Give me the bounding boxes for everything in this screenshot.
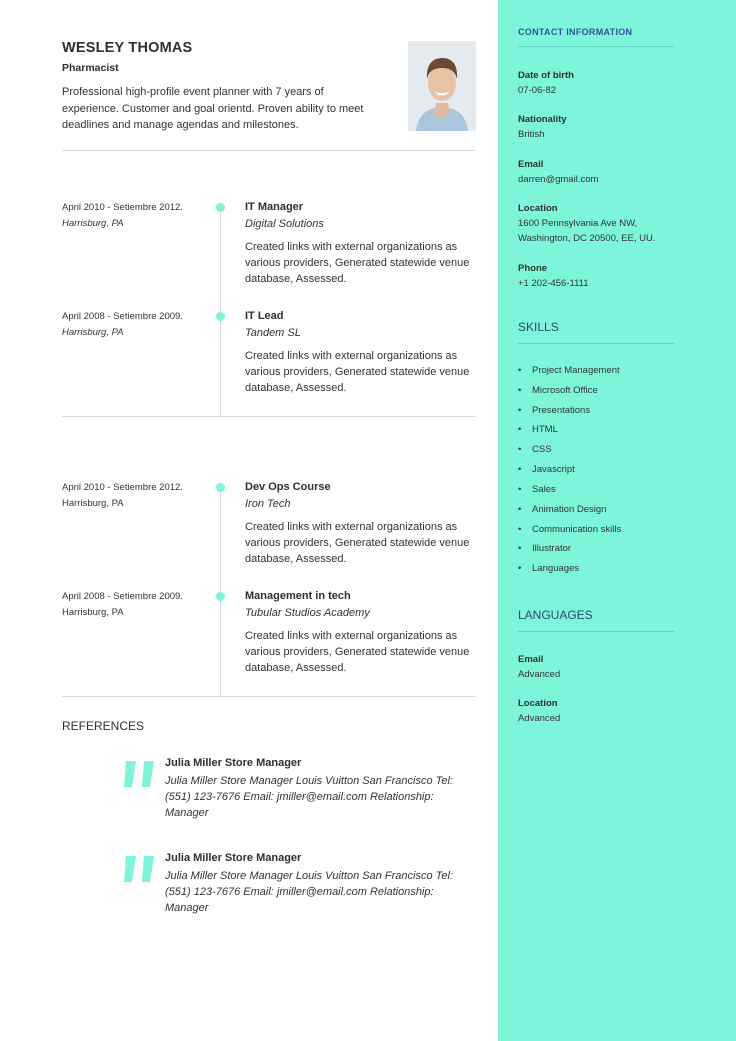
- entry-title: IT Lead: [245, 310, 284, 322]
- divider: [518, 46, 674, 47]
- skill-item: [518, 444, 552, 455]
- candidate-name: WESLEY THOMAS: [62, 40, 193, 56]
- contact-value-location: 1600 Pennsylvania Ave NW, Washington, DC 20500, EE, UU.: [518, 218, 656, 244]
- language-label: Email: [518, 654, 544, 665]
- reference-details: Julia Miller Store Manager Louis Vuitton San Francisco Tel: (551) 123-7676 Email: jmiller@email.com Relationship: Manager: [165, 775, 453, 819]
- bullet-icon: •: [518, 484, 522, 495]
- contact-heading: CONTACT INFORMATION: [518, 27, 633, 37]
- timeline-dot-icon: [216, 203, 225, 212]
- entry-date: April 2008 - Setiembre 2009.: [62, 311, 183, 322]
- bullet-icon: •: [518, 424, 522, 435]
- skill-item: [518, 504, 606, 515]
- entry-description: Created links with external organizations as various providers, Generated statewide venue database, Assessed.: [245, 350, 470, 394]
- entry-title: Management in tech: [245, 590, 351, 602]
- entry-organization: Iron Tech: [245, 498, 291, 510]
- languages-heading: LANGUAGES: [518, 608, 593, 622]
- timeline-dot-icon: [216, 592, 225, 601]
- bullet-icon: •: [518, 444, 522, 455]
- entry-location: Harrisburg, PA: [62, 498, 124, 509]
- profile-photo: [408, 41, 476, 131]
- contact-value-nationality: British: [518, 129, 545, 140]
- entry-location: Harrisburg, PA: [62, 607, 124, 618]
- contact-label-location: Location: [518, 203, 558, 214]
- skill-label: CSS: [532, 444, 552, 455]
- skill-label: Sales: [532, 484, 556, 495]
- entry-description: Created links with external organizations as various providers, Generated statewide venue database, Assessed.: [245, 521, 470, 565]
- entry-date: April 2008 - Setiembre 2009.: [62, 591, 183, 602]
- skill-label: Javascript: [532, 464, 575, 475]
- skill-label: Microsoft Office: [532, 385, 598, 396]
- contact-label-email: Email: [518, 159, 544, 170]
- bullet-icon: •: [518, 385, 522, 396]
- candidate-title: Pharmacist: [62, 62, 119, 74]
- entry-organization: Tandem SL: [245, 327, 301, 339]
- skill-item: [518, 385, 598, 396]
- bullet-icon: •: [518, 543, 522, 554]
- entry-location: Harrisburg, PA: [62, 218, 124, 229]
- divider: [62, 150, 476, 151]
- language-level: Advanced: [518, 713, 561, 724]
- skill-label: Animation Design: [532, 504, 607, 515]
- contact-value-email: darren@gmail.com: [518, 174, 599, 185]
- contact-label-phone: Phone: [518, 263, 548, 274]
- entry-organization: Digital Solutions: [245, 218, 324, 230]
- divider: [62, 416, 476, 417]
- entry-description: Created links with external organizations as various providers, Generated statewide venue database, Assessed.: [245, 630, 470, 674]
- skill-label: Project Management: [532, 365, 620, 376]
- language-label: Location: [518, 698, 558, 709]
- bullet-icon: •: [518, 563, 522, 574]
- timeline-dot-icon: [216, 483, 225, 492]
- skill-item: [518, 484, 556, 495]
- skill-label: Communication skills: [532, 524, 622, 535]
- skill-item: [518, 464, 575, 475]
- contact-label-dob: Date of birth: [518, 70, 574, 81]
- sidebar: [498, 0, 736, 1041]
- skill-label: Illustrator: [532, 543, 572, 554]
- bullet-icon: •: [518, 524, 522, 535]
- skill-item: [518, 365, 620, 376]
- skill-item: [518, 524, 621, 535]
- divider: [62, 696, 476, 697]
- avatar: [408, 41, 476, 131]
- skill-label: Languages: [532, 563, 580, 574]
- references-heading: REFERENCES: [62, 719, 145, 733]
- divider: [518, 343, 674, 344]
- bullet-icon: •: [518, 365, 522, 376]
- divider: [518, 631, 674, 632]
- quote-icon: [122, 856, 158, 882]
- entry-date: April 2010 - Setiembre 2012.: [62, 482, 183, 493]
- skill-item: [518, 543, 571, 554]
- entry-date: April 2010 - Setiembre 2012.: [62, 202, 183, 213]
- profile-summary: Professional high-profile event planner with 7 years of experience. Customer and goal orientd. Proven ability to meet deadlines and manage agendas and milestones.: [62, 86, 364, 131]
- reference-details: Julia Miller Store Manager Louis Vuitton San Francisco Tel: (551) 123-7676 Email: jmiller@email.com Relationship: Manager: [165, 870, 453, 914]
- reference-name: Julia Miller Store Manager: [165, 852, 302, 864]
- contact-value-phone: +1 202-456-1111: [518, 278, 589, 289]
- quote-icon: [122, 761, 158, 787]
- bullet-icon: •: [518, 405, 522, 416]
- entry-organization: Tubular Studios Academy: [245, 607, 370, 619]
- entry-title: IT Manager: [245, 201, 304, 213]
- skill-item: [518, 563, 579, 574]
- timeline-dot-icon: [216, 312, 225, 321]
- bullet-icon: •: [518, 504, 522, 515]
- skill-item: [518, 405, 590, 416]
- skills-heading: SKILLS: [518, 320, 559, 334]
- skill-label: Presentations: [532, 405, 591, 416]
- skill-label: HTML: [532, 424, 558, 435]
- skill-item: [518, 424, 558, 435]
- reference-name: Julia Miller Store Manager: [165, 757, 302, 769]
- bullet-icon: •: [518, 464, 522, 475]
- entry-location: Harrisburg, PA: [62, 327, 124, 338]
- entry-title: Dev Ops Course: [245, 481, 331, 493]
- contact-value-dob: 07-06-82: [518, 85, 557, 96]
- contact-label-nationality: Nationality: [518, 114, 567, 125]
- language-level: Advanced: [518, 669, 561, 680]
- entry-description: Created links with external organizations as various providers, Generated statewide venue database, Assessed.: [245, 241, 470, 285]
